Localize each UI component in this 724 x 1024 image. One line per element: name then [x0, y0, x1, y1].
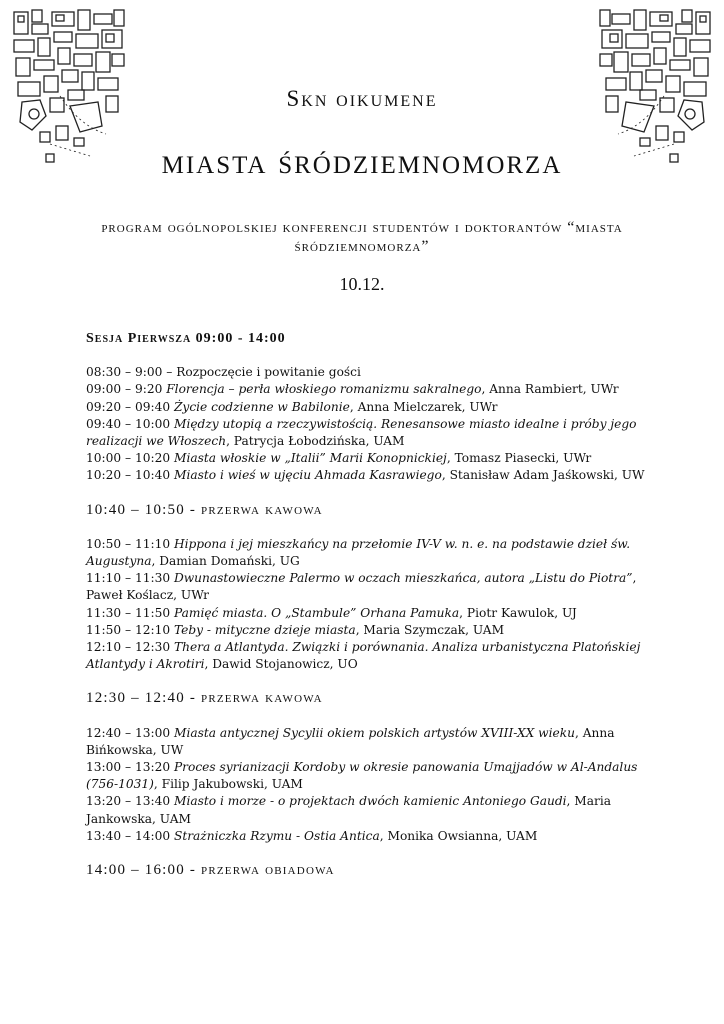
entry-time: 10:20 – 10:40: [86, 468, 174, 483]
entry-speaker: , Patrycja Łobodzińska, UAM: [226, 434, 405, 449]
entry-time: 10:50 – 11:10: [86, 536, 174, 551]
program-entry: [86, 639, 646, 673]
entry-title: Thera a Atlantyda. Związki i porównania. Analiza urbanistyczna Platońskiej Atlantydy i Akrotiri: [86, 640, 641, 672]
program-content: [86, 330, 646, 896]
organization-name: Skn oikumene: [286, 86, 438, 111]
program-entry: [86, 381, 646, 398]
entry-speaker: , Tomasz Piasecki, UWr: [446, 451, 592, 466]
entry-title: Dwunastowieczne Palermo w oczach mieszkańca, autora „Listu do Piotra”: [173, 571, 633, 586]
session-heading: Sesja Pierwsza 09:00 - 14:00: [86, 331, 286, 346]
lunch-break: 14:00 – 16:00 - przerwa obiadowa: [86, 862, 335, 879]
entry-time: 09:40 – 10:00: [86, 416, 174, 431]
entry-speaker: , Anna Rambiert, UWr: [481, 382, 619, 397]
program-entry: [86, 467, 646, 484]
coffee-break: 10:40 – 10:50 - przerwa kawowa: [86, 501, 323, 518]
entry-time: 11:50 – 12:10: [86, 622, 174, 637]
program-entry: [86, 364, 646, 381]
entry-title: Teby - mityczne dzieje miasta: [173, 622, 356, 637]
entry-time: 11:30 – 11:50: [86, 605, 174, 620]
program-entry: [86, 399, 646, 416]
conference-date: 10.12.: [339, 274, 385, 294]
program-entry: [86, 605, 646, 622]
program-entry: [86, 828, 646, 845]
program-entry: [86, 536, 646, 570]
entry-time: 11:10 – 11:30: [86, 571, 174, 586]
entry-title: Miasto i morze - o projektach dwóch kamienic Antoniego Gaudi: [173, 794, 567, 809]
entry-time: 10:00 – 10:20: [86, 451, 174, 466]
entry-speaker: , Damian Domański, UG: [151, 554, 300, 569]
entry-speaker: , Paweł Koślacz, UWr: [86, 571, 637, 603]
entry-time: 13:40 – 14:00: [86, 828, 174, 843]
entry-title: Hippona i jej mieszkańcy na przełomie IV-V w. n. e. na podstawie dzieł św. Augustyna: [86, 536, 631, 569]
entry-title: Proces syrianizacji Kordoby w okresie panowania Umajjadów w Al-Andalus (756-1031): [86, 760, 638, 792]
entry-speaker: , Monika Owsianna, UAM: [379, 828, 538, 843]
program-entry: [86, 759, 646, 793]
entry-title: Miasto i wieś w ujęciu Ahmada Kasrawiego: [173, 468, 442, 483]
program-entry: [86, 450, 646, 467]
entry-title: Miasta włoskie w „Italii” Marii Konopnickiej: [173, 451, 447, 466]
entry-speaker: , Maria Szymczak, UAM: [355, 622, 505, 637]
entry-time: 09:20 – 09:40: [86, 399, 174, 414]
program-entry: [86, 622, 646, 639]
coffee-break: 12:30 – 12:40 - przerwa kawowa: [86, 690, 323, 707]
entry-time: 13:00 – 13:20: [86, 760, 174, 775]
entry-speaker: , Piotr Kawulok, UJ: [459, 605, 577, 620]
entry-time: 12:10 – 12:30: [86, 640, 174, 655]
entry-title: Miasta antycznej Sycylii okiem polskich artystów XVIII-XX wieku: [173, 725, 575, 740]
entry-speaker: , Maria Jankowska, UAM: [86, 794, 612, 826]
entry-speaker: , Dawid Stojanowicz, UO: [204, 657, 358, 672]
entry-title: Strażniczka Rzymu - Ostia Antica: [173, 828, 380, 843]
entry-title: Życie codzienne w Babilonie: [173, 399, 350, 414]
program-subtitle: program ogólnopolskiej konferencji studentów i doktorantów “miasta śródziemnomorza”: [101, 219, 623, 255]
entry-speaker: Rozpoczęcie i powitanie gości: [176, 365, 361, 380]
entry-time: 12:40 – 13:00: [86, 725, 174, 740]
entry-time: 09:00 – 9:20: [86, 382, 167, 397]
entry-time: 08:30 – 9:00 –: [86, 365, 177, 380]
entry-speaker: , Anna Mielczarek, UWr: [349, 399, 498, 414]
program-entry: [86, 725, 646, 759]
program-entry: [86, 416, 646, 450]
entry-time: 13:20 – 13:40: [86, 794, 174, 809]
entry-speaker: , Stanisław Adam Jaśkowski, UW: [441, 468, 645, 483]
entry-speaker: , Filip Jakubowski, UAM: [153, 777, 303, 792]
program-entry: [86, 793, 646, 827]
page-title: miasta śródziemnomorza: [161, 142, 563, 181]
program-entry: [86, 570, 646, 604]
entry-title: Między utopią a rzeczywistością. Renesansowe miasto idealne i próby jego realizacji we Włoszech: [86, 416, 637, 449]
entry-speaker: , Anna Bińkowska, UW: [86, 725, 615, 757]
entry-title: Florencja – perła włoskiego romanizmu sakralnego: [166, 382, 482, 397]
entry-title: Pamięć miasta. O „Stambule” Orhana Pamuka: [173, 605, 460, 620]
